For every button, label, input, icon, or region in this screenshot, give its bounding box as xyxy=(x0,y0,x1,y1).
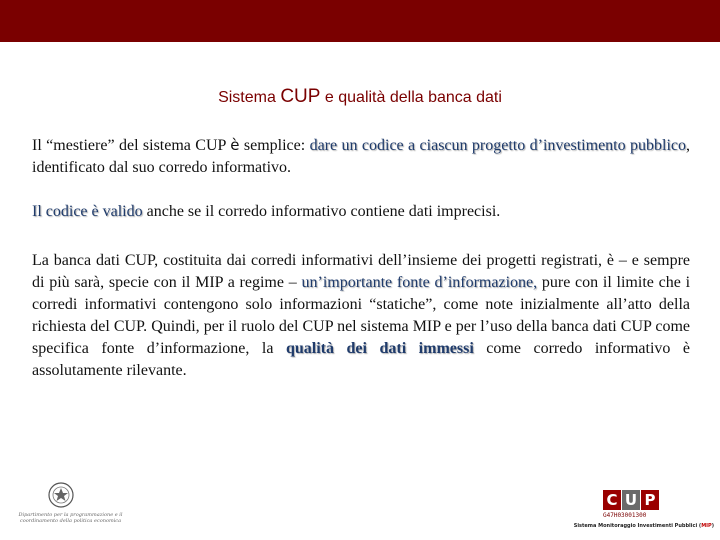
title-part-3: e qualità della banca dati xyxy=(320,89,502,106)
caption-end: ) xyxy=(711,523,714,529)
mip-caption xyxy=(552,523,714,529)
p1-emphasis: dare un codice a ciascun progetto d’investimento pubblico xyxy=(309,137,687,154)
title-part-2: CUP xyxy=(280,86,321,107)
cup-letter-u: U xyxy=(622,490,640,510)
p1-text-1: Il “mestiere” del sistema CUP xyxy=(32,137,231,154)
p1-text-2: è xyxy=(230,136,240,154)
cup-code: G47H03001300 xyxy=(603,512,647,519)
title-part-1: Sistema xyxy=(218,89,281,106)
p1-text-3: semplice: xyxy=(239,137,310,154)
p3-text-5: come corredo informativo è assolutamente rilevante. xyxy=(32,340,691,379)
caption-mip: MIP xyxy=(701,523,712,529)
department-logo xyxy=(8,482,133,532)
p3-text-1: La banca dati CUP, costituita dai corredi informativi dell’insieme dei progetti registrati, è – e sempre di più sarà, specie con il MIP a regime – xyxy=(32,252,690,291)
top-banner xyxy=(0,0,720,42)
paragraph-2 xyxy=(32,201,690,223)
paragraph-1 xyxy=(32,134,690,179)
p2-text-2: anche se il corredo informativo contiene dati imprecisi. xyxy=(142,203,501,220)
p1-text-5: , identificato dal suo corredo informativo. xyxy=(32,137,691,176)
p3-emphasis-1: un’importante fonte d’informazione, xyxy=(301,274,538,291)
emblem-icon xyxy=(48,482,74,508)
cup-letter-p: P xyxy=(641,490,659,510)
caption-main: Sistema Monitoraggio Investimenti Pubblici ( xyxy=(573,523,702,529)
department-name: Dipartimento per la programmazione e il coordinamento della politica economica xyxy=(18,512,123,524)
p3-text-3: pure con il limite che i corredi informativi contengono solo informazioni “statiche”, come note inizialmente all’atto della richiesta del CUP. Quindi, per il ruolo del CUP nel sistema MIP e per l’uso della banca dati CUP come specifica fonte d’informazione, la xyxy=(32,274,691,357)
paragraph-3 xyxy=(32,250,690,382)
p3-emphasis-2: qualità dei dati immessi xyxy=(285,340,474,357)
cup-logo-block xyxy=(552,490,714,534)
p2-emphasis: Il codice è valido xyxy=(32,203,143,220)
cup-letter-c: C xyxy=(603,490,621,510)
slide-title xyxy=(0,86,720,108)
